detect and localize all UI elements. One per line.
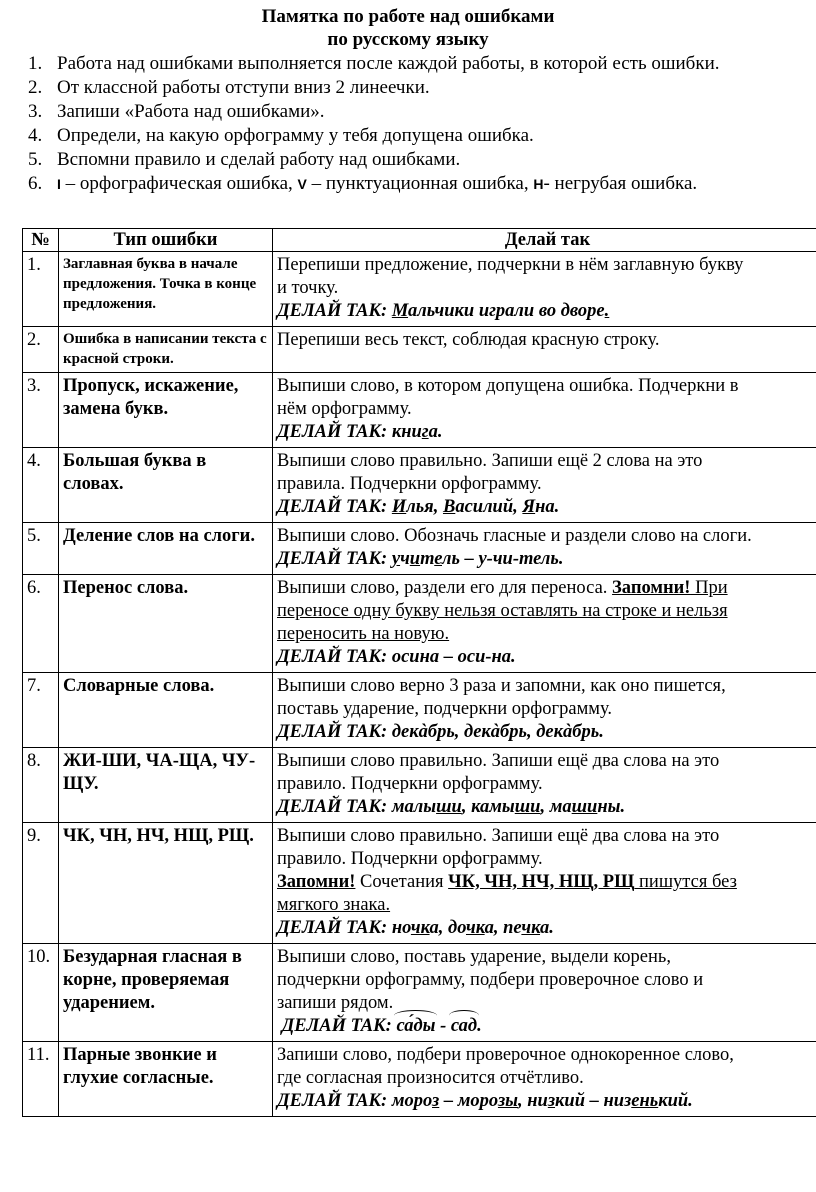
example-part: осина – оси-на. bbox=[391, 647, 516, 667]
rule-item bbox=[28, 148, 816, 172]
rule-text bbox=[57, 172, 816, 196]
rule-text-part: - негрубая ошибка. bbox=[543, 173, 698, 194]
error-type: Деление слов на слоги. bbox=[59, 523, 273, 575]
action-cell bbox=[273, 823, 816, 944]
example-part: чк bbox=[465, 918, 485, 938]
example-part: а. bbox=[540, 918, 554, 938]
rule-item bbox=[28, 100, 816, 124]
example-part: са́ды bbox=[396, 1016, 436, 1036]
action-cell bbox=[273, 1042, 816, 1117]
table-header-row bbox=[23, 229, 816, 252]
action-cell bbox=[273, 673, 816, 748]
example-part: зы bbox=[497, 1091, 518, 1111]
example-part: , ни bbox=[518, 1091, 548, 1111]
action-line: Выпиши слово верно 3 раза и запомни, как оно пишется, bbox=[277, 676, 726, 696]
rule-text: Вспомни правило и сделай работу над ошибками. bbox=[57, 149, 461, 170]
table-row bbox=[23, 823, 816, 944]
example-part: а, до bbox=[429, 918, 466, 938]
example-part: М bbox=[391, 301, 409, 321]
example-part: И bbox=[391, 497, 407, 517]
action-line: запиши рядом. bbox=[277, 993, 394, 1013]
example-part: г bbox=[421, 422, 429, 442]
example bbox=[277, 421, 816, 444]
example bbox=[277, 548, 816, 571]
example-part: ль – у-чи-тель. bbox=[442, 549, 564, 569]
action-line: переносить на новую. bbox=[277, 624, 450, 644]
action-line: Перепиши весь текст, соблюдая красную строку. bbox=[277, 330, 660, 350]
action-cell bbox=[273, 523, 816, 575]
rule-number: 4. bbox=[28, 125, 43, 146]
example-label: ДЕЛАЙ ТАК: bbox=[277, 722, 392, 742]
page-subtitle: по русскому языку bbox=[327, 29, 489, 50]
example-part: з bbox=[547, 1091, 556, 1111]
example-label: ДЕЛАЙ ТАК: bbox=[281, 1016, 397, 1036]
action-line: Выпиши слово правильно. Запиши ещё 2 слова на это bbox=[277, 451, 703, 471]
example bbox=[277, 646, 816, 669]
example-part: т bbox=[420, 549, 435, 569]
example-part: асилий, bbox=[455, 497, 523, 517]
error-type: Парные звонкие и глухие согласные. bbox=[59, 1042, 273, 1117]
rules-list bbox=[28, 52, 816, 196]
action-line bbox=[277, 871, 816, 894]
example-part: ши bbox=[436, 797, 462, 817]
example-part: ши bbox=[514, 797, 541, 817]
row-number: 7. bbox=[23, 673, 59, 748]
action-text: Выпиши слово, раздели его для переноса. bbox=[277, 578, 613, 598]
rule-text-part: – пунктуационная ошибка, bbox=[306, 173, 534, 194]
example-part: малы bbox=[391, 797, 437, 817]
example-part: лья, bbox=[406, 497, 443, 517]
example-label: ДЕЛАЙ ТАК: bbox=[277, 918, 392, 938]
example-part: кий – низ bbox=[555, 1091, 632, 1111]
row-number: 10. bbox=[23, 944, 59, 1042]
example-part: ши bbox=[571, 797, 598, 817]
example bbox=[277, 1090, 816, 1113]
error-type: Ошибка в написании текста с красной строки. bbox=[59, 327, 273, 373]
action-cell bbox=[273, 327, 816, 373]
error-type: Словарные слова. bbox=[59, 673, 273, 748]
action-line: Выпиши слово правильно. Запиши ещё два слова на это bbox=[277, 826, 720, 846]
rule-number: 1. bbox=[28, 53, 43, 74]
header-type: Тип ошибки bbox=[59, 229, 273, 252]
example-part: на. bbox=[535, 497, 560, 517]
row-number: 2. bbox=[23, 327, 59, 373]
table-row bbox=[23, 673, 816, 748]
example-part: сад bbox=[450, 1016, 478, 1036]
example bbox=[277, 796, 816, 819]
example-part: ны. bbox=[597, 797, 626, 817]
action-line: где согласная произносится отчётливо. bbox=[277, 1068, 584, 1088]
rule-text-part: – орфографическая ошибка, bbox=[60, 173, 298, 194]
row-number: 8. bbox=[23, 748, 59, 823]
example-part: а. bbox=[428, 422, 443, 442]
action-cell bbox=[273, 748, 816, 823]
action-line: нём орфограмму. bbox=[277, 399, 412, 419]
error-type: Большая буква в словах. bbox=[59, 448, 273, 523]
action-line: Выпиши слово, поставь ударение, выдели корень, bbox=[277, 947, 671, 967]
example-part: Я bbox=[522, 497, 536, 517]
example-part: - bbox=[435, 1016, 451, 1036]
example-part: – моро bbox=[439, 1091, 498, 1111]
action-cell bbox=[273, 373, 816, 448]
rule-number: 3. bbox=[28, 101, 43, 122]
example-part: . bbox=[604, 301, 610, 321]
example-part: а, пе bbox=[484, 918, 522, 938]
rule-item bbox=[28, 52, 816, 76]
example-part: декàбрь, декàбрь, декàбрь. bbox=[391, 722, 604, 742]
action-cell bbox=[273, 944, 816, 1042]
action-line bbox=[277, 577, 816, 600]
header-action: Делай так bbox=[273, 229, 816, 252]
example-part: з bbox=[432, 1091, 440, 1111]
rule-number: 5. bbox=[28, 149, 43, 170]
action-line: правило. Подчеркни орфограмму. bbox=[277, 774, 543, 794]
row-number: 4. bbox=[23, 448, 59, 523]
header-num: № bbox=[23, 229, 59, 252]
example-part: , ма bbox=[540, 797, 572, 817]
table-row bbox=[23, 523, 816, 575]
table-row bbox=[23, 373, 816, 448]
example-part: чк bbox=[521, 918, 541, 938]
rule-item bbox=[28, 172, 816, 196]
error-type: Заглавная буква в начале предложения. Точка в конце предложения. bbox=[59, 252, 273, 327]
action-line: Выпиши слово правильно. Запиши ещё два слова на это bbox=[277, 751, 720, 771]
action-line: Выпиши слово, в котором допущена ошибка. Подчеркни в bbox=[277, 376, 739, 396]
row-number: 5. bbox=[23, 523, 59, 575]
punctuation-mark: V bbox=[297, 176, 307, 192]
error-type: ЧК, ЧН, НЧ, НЩ, РЩ. bbox=[59, 823, 273, 944]
rule-text: Определи, на какую орфограмму у тебя допущена ошибка. bbox=[57, 125, 534, 146]
example bbox=[277, 721, 816, 744]
example-part: кни bbox=[391, 422, 422, 442]
action-line: Запиши слово, подбери проверочное однокоренное слово, bbox=[277, 1045, 734, 1065]
row-number: 11. bbox=[23, 1042, 59, 1117]
table-row bbox=[23, 252, 816, 327]
action-line: мягкого знака. bbox=[277, 895, 391, 915]
example-label: ДЕЛАЙ ТАК: bbox=[277, 422, 392, 442]
example-part: , камы bbox=[461, 797, 515, 817]
remember-label: Запомни! bbox=[277, 872, 356, 892]
example-part: ч bbox=[400, 549, 410, 569]
rule-item bbox=[28, 124, 816, 148]
example-part: . bbox=[477, 1016, 482, 1036]
rule-text: Работа над ошибками выполняется после каждой работы, в которой есть ошибки. bbox=[57, 53, 720, 74]
error-type: Безударная гласная в корне, проверяемая ударением. bbox=[59, 944, 273, 1042]
example-label: ДЕЛАЙ ТАК: bbox=[277, 497, 392, 517]
table-row bbox=[23, 1042, 816, 1117]
errors-table bbox=[22, 228, 816, 1117]
error-type: ЖИ-ШИ, ЧА-ЩА, ЧУ-ЩУ. bbox=[59, 748, 273, 823]
example bbox=[277, 1015, 816, 1038]
action-line: правило. Подчеркни орфограмму. bbox=[277, 849, 543, 869]
minor-mark: Н bbox=[533, 176, 544, 192]
example-part: В bbox=[442, 497, 456, 517]
example-part: но bbox=[391, 918, 411, 938]
rule-text: От классной работы отступи вниз 2 линеечки. bbox=[57, 77, 430, 98]
example-part: моро bbox=[391, 1091, 433, 1111]
rule-number: 2. bbox=[28, 77, 43, 98]
rule-number: 6. bbox=[28, 173, 43, 194]
row-number: 1. bbox=[23, 252, 59, 327]
action-line: подчеркни орфограмму, подбери проверочное слово и bbox=[277, 970, 704, 990]
rule-text: Запиши «Работа над ошибками». bbox=[57, 101, 325, 122]
example-part: и bbox=[409, 549, 421, 569]
remember-label: Запомни! bbox=[612, 578, 691, 598]
error-type: Перенос слова. bbox=[59, 575, 273, 673]
rule-item bbox=[28, 76, 816, 100]
example-label: ДЕЛАЙ ТАК: bbox=[277, 549, 392, 569]
action-line: и точку. bbox=[277, 278, 339, 298]
action-text: ЧК, ЧН, НЧ, НЩ, РЩ bbox=[448, 872, 635, 892]
action-cell bbox=[273, 448, 816, 523]
action-line: Выпиши слово. Обозначь гласные и раздели слово на слоги. bbox=[277, 526, 752, 546]
row-number: 6. bbox=[23, 575, 59, 673]
row-number: 3. bbox=[23, 373, 59, 448]
table-row bbox=[23, 448, 816, 523]
action-line: поставь ударение, подчеркни орфограмму. bbox=[277, 699, 613, 719]
action-cell bbox=[273, 575, 816, 673]
action-line: переносе одну букву нельзя оставлять на строке и нельзя bbox=[277, 601, 728, 621]
action-line: правила. Подчеркни орфограмму. bbox=[277, 474, 542, 494]
example bbox=[277, 917, 816, 940]
example-part: ень bbox=[631, 1091, 659, 1111]
table-row bbox=[23, 748, 816, 823]
example-label: ДЕЛАЙ ТАК: bbox=[277, 1091, 392, 1111]
example-label: ДЕЛАЙ ТАК: bbox=[277, 647, 392, 667]
example-part: альчики играли во дворе bbox=[408, 301, 605, 321]
example-part: кий. bbox=[658, 1091, 693, 1111]
example-part: е bbox=[434, 549, 442, 569]
example bbox=[277, 496, 816, 519]
action-cell bbox=[273, 252, 816, 327]
page-title: Памятка по работе над ошибками bbox=[261, 6, 555, 27]
action-text: Сочетания bbox=[355, 872, 449, 892]
row-number: 9. bbox=[23, 823, 59, 944]
action-text: пишутся без bbox=[634, 872, 737, 892]
example-label: ДЕЛАЙ ТАК: bbox=[277, 797, 392, 817]
action-line: Перепиши предложение, подчеркни в нём заглавную букву bbox=[277, 255, 744, 275]
example-part: у bbox=[391, 549, 401, 569]
table-row bbox=[23, 327, 816, 373]
spelling-mark: I bbox=[57, 176, 61, 192]
action-text: При bbox=[690, 578, 728, 598]
table-row bbox=[23, 575, 816, 673]
error-type: Пропуск, искажение, замена букв. bbox=[59, 373, 273, 448]
example-label: ДЕЛАЙ ТАК: bbox=[277, 301, 392, 321]
table-row bbox=[23, 944, 816, 1042]
example bbox=[277, 300, 816, 323]
example-part: чк bbox=[410, 918, 430, 938]
